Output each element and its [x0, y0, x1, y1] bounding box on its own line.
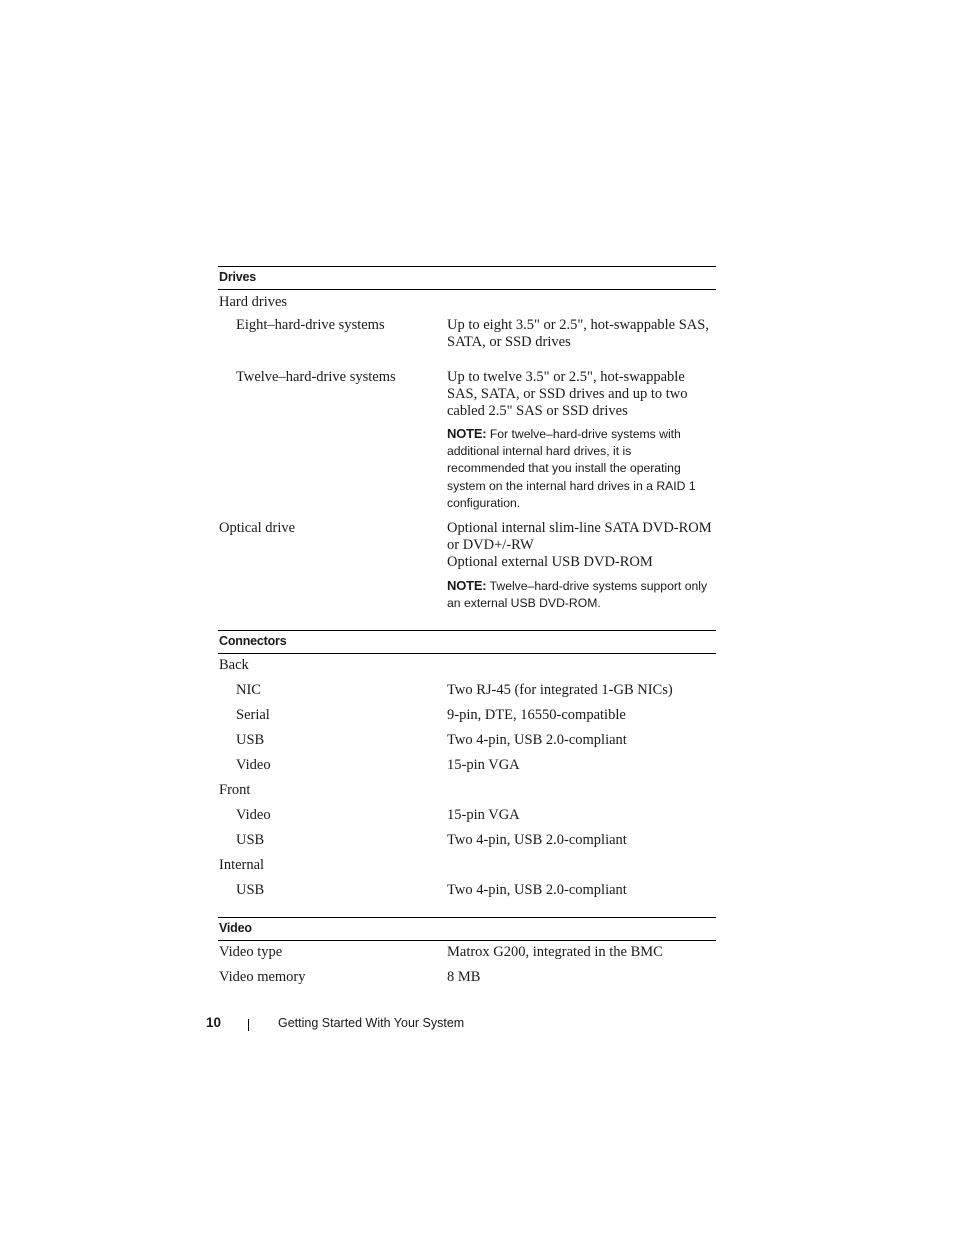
twelve-drive-label: Twelve–hard-drive systems: [236, 369, 396, 385]
video-header-label: Video: [219, 921, 252, 935]
note-label: NOTE:: [447, 578, 487, 593]
note-label: NOTE:: [447, 426, 487, 441]
optical-drive-value-external: Optional external USB DVD-ROM: [447, 554, 653, 570]
video-memory-label: Video memory: [219, 969, 306, 985]
connectors-section-header: [218, 630, 716, 654]
note-text: Twelve–hard-drive systems support only an external USB DVD-ROM.: [447, 579, 708, 611]
back-usb-label: USB: [236, 732, 265, 748]
connectors-header-label: Connectors: [219, 634, 287, 648]
optical-drive-label: Optical drive: [219, 520, 296, 536]
back-video-value: 15-pin VGA: [447, 757, 520, 773]
video-memory-value: 8 MB: [447, 969, 481, 985]
front-usb-label: USB: [236, 832, 265, 848]
internal-usb-label: USB: [236, 882, 265, 898]
note-text: For twelve–hard-drive systems with additional internal hard drives, it is recommended that you install the operating system on the internal hard drives in a RAID 1 configuration.: [447, 427, 696, 510]
back-usb-value: Two 4-pin, USB 2.0-compliant: [447, 732, 627, 748]
eight-drive-label: Eight–hard-drive systems: [236, 317, 385, 333]
note-optical-drive: [447, 577, 712, 612]
drives-header-label: Drives: [219, 270, 257, 284]
back-serial-value: 9-pin, DTE, 16550-compatible: [447, 707, 626, 723]
back-nic-label: NIC: [236, 682, 261, 698]
optical-drive-value-internal: Optional internal slim-line SATA DVD-ROM or DVD+/-RW: [447, 520, 712, 553]
front-video-label: Video: [236, 807, 271, 823]
front-video-value: 15-pin VGA: [447, 807, 520, 823]
note-twelve-drive: [447, 425, 712, 512]
eight-drive-value: Up to eight 3.5" or 2.5", hot-swappable SAS, SATA, or SSD drives: [447, 317, 709, 350]
internal-usb-value: Two 4-pin, USB 2.0-compliant: [447, 882, 627, 898]
footer-separator: [248, 1019, 249, 1031]
back-serial-label: Serial: [236, 707, 270, 723]
footer-title: Getting Started With Your System: [278, 1016, 465, 1030]
back-label: Back: [219, 657, 249, 673]
front-usb-value: Two 4-pin, USB 2.0-compliant: [447, 832, 627, 848]
twelve-drive-value: Up to twelve 3.5" or 2.5", hot-swappable SAS, SATA, or SSD drives and up to two cabled 2.5" SAS or SSD drives: [447, 369, 688, 419]
internal-label: Internal: [219, 857, 265, 873]
page-number: 10: [206, 1015, 222, 1030]
hard-drives-label: Hard drives: [219, 294, 288, 310]
front-label: Front: [219, 782, 251, 798]
video-type-value: Matrox G200, integrated in the BMC: [447, 944, 663, 960]
back-nic-value: Two RJ-45 (for integrated 1-GB NICs): [447, 682, 673, 698]
back-video-label: Video: [236, 757, 271, 773]
video-type-label: Video type: [219, 944, 283, 960]
video-section-header: [218, 917, 716, 941]
drives-section-header: [218, 266, 716, 290]
